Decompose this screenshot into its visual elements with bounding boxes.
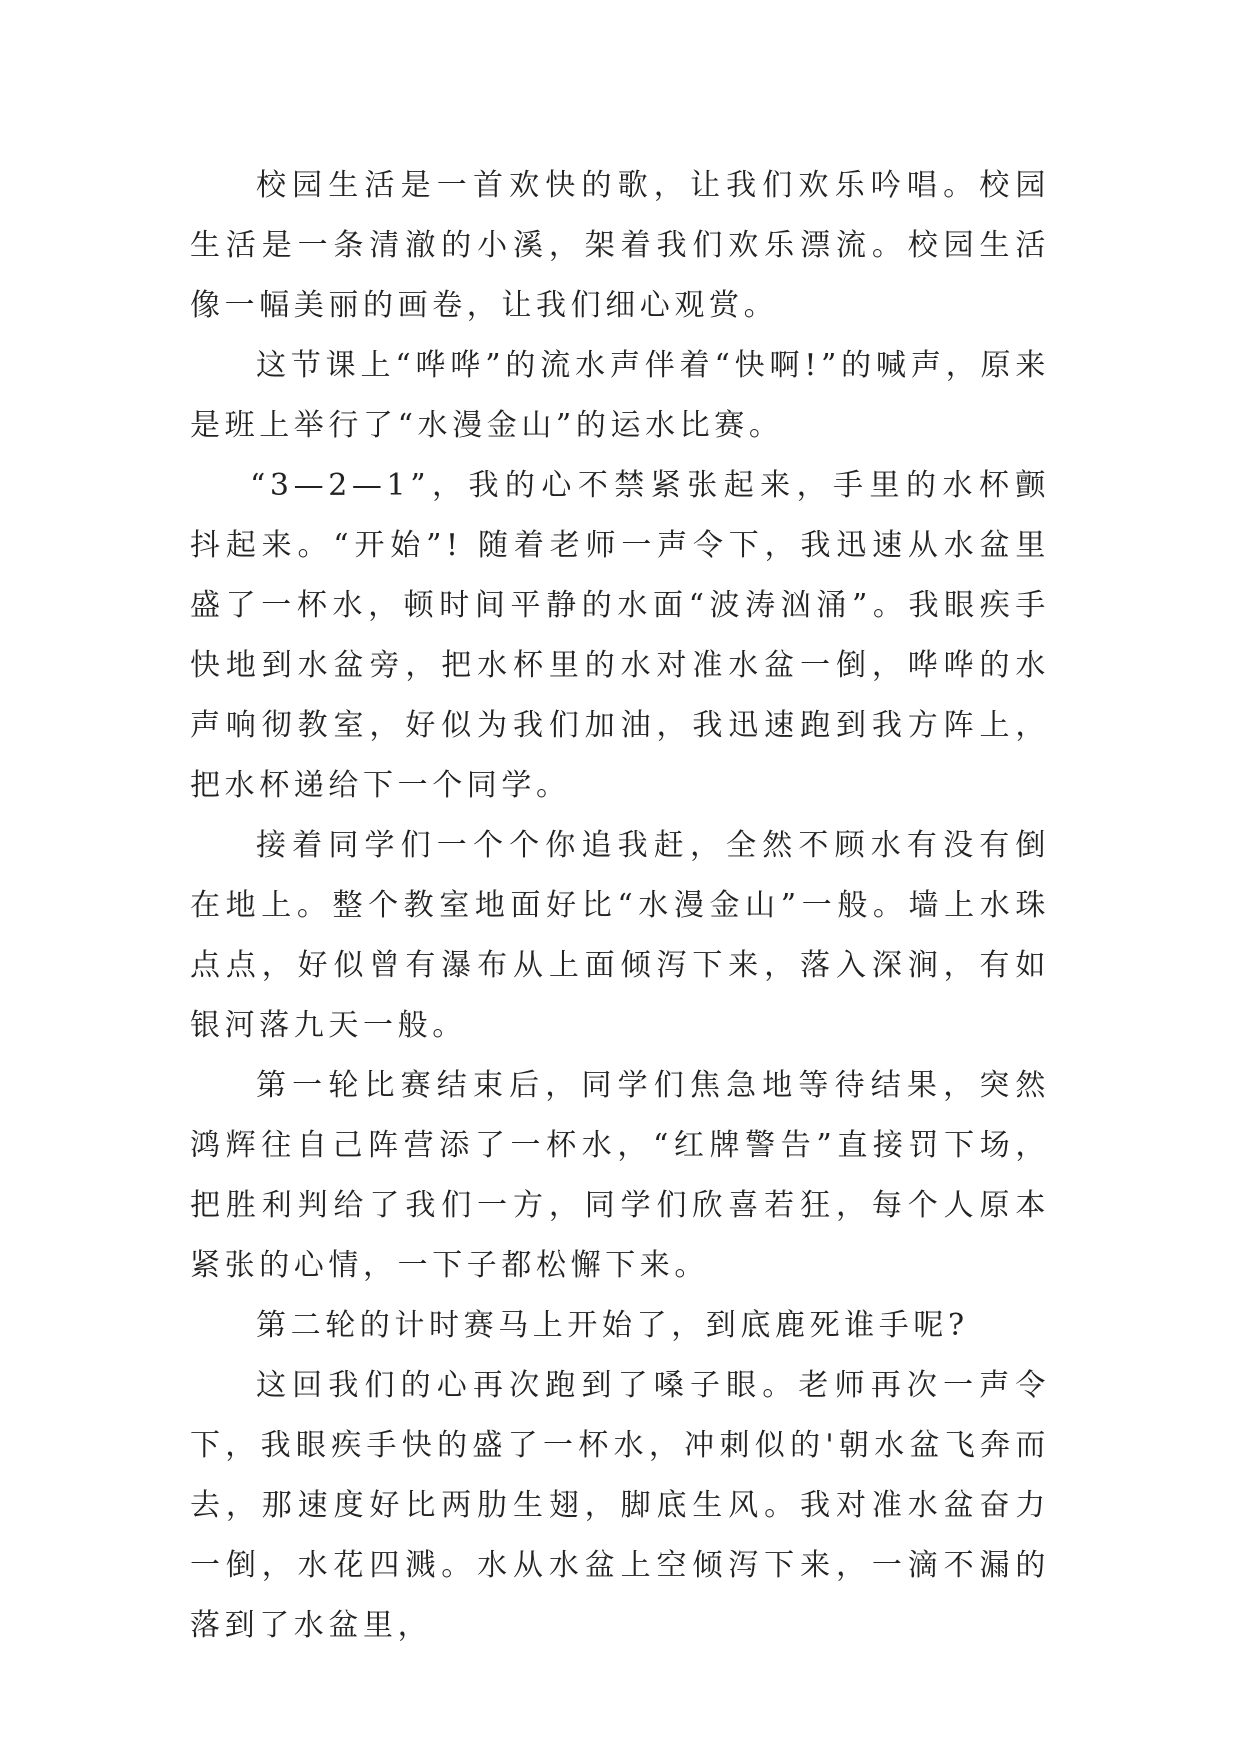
paragraph-5: 第一轮比赛结束后，同学们焦急地等待结果，突然鸿辉往自己阵营添了一杯水，“红牌警告”直接罚下场，把胜利判给了我们一方，同学们欣喜若狂，每个人原本紧张的心情，一下子都松懈下来。 xyxy=(190,1068,1050,1283)
paragraph-4: 接着同学们一个个你追我赶，全然不顾水有没有倒在地上。整个教室地面好比“水漫金山”一般。墙上水珠点点，好似曾有瀑布从上面倾泻下来，落入深涧，有如银河落九天一般。 xyxy=(190,828,1050,1043)
paragraph-3: “3—2—1”，我的心不禁紧张起来，手里的水杯颤抖起来。“开始”! 随着老师一声令下，我迅速从水盆里盛了一杯水，顿时间平静的水面“波涛汹涌”。我眼疾手快地到水盆旁，把水杯里的水对准水盆一倒，哗哗的水声响彻教室，好似为我们加油，我迅速跑到我方阵上，把水杯递给下一个同学。 xyxy=(190,468,1050,803)
paragraph-2: 这节课上“哗哗”的流水声伴着“快啊!”的喊声，原来是班上举行了“水漫金山”的运水比赛。 xyxy=(190,348,1050,443)
paragraph-1: 校园生活是一首欢快的歌，让我们欢乐吟唱。校园生活是一条清澈的小溪，架着我们欢乐漂流。校园生活像一幅美丽的画卷，让我们细心观赏。 xyxy=(190,168,1050,323)
paragraph-7: 这回我们的心再次跑到了嗓子眼。老师再次一声令下，我眼疾手快的盛了一杯水，冲刺似的'朝水盆飞奔而去，那速度好比两肋生翅，脚底生风。我对准水盆奋力一倒，水花四溅。水从水盆上空倾泻下来，一滴不漏的落到了水盆里， xyxy=(190,1368,1050,1643)
paragraph-6: 第二轮的计时赛马上开始了，到底鹿死谁手呢? xyxy=(256,1308,969,1343)
essay-body xyxy=(190,156,1050,1656)
